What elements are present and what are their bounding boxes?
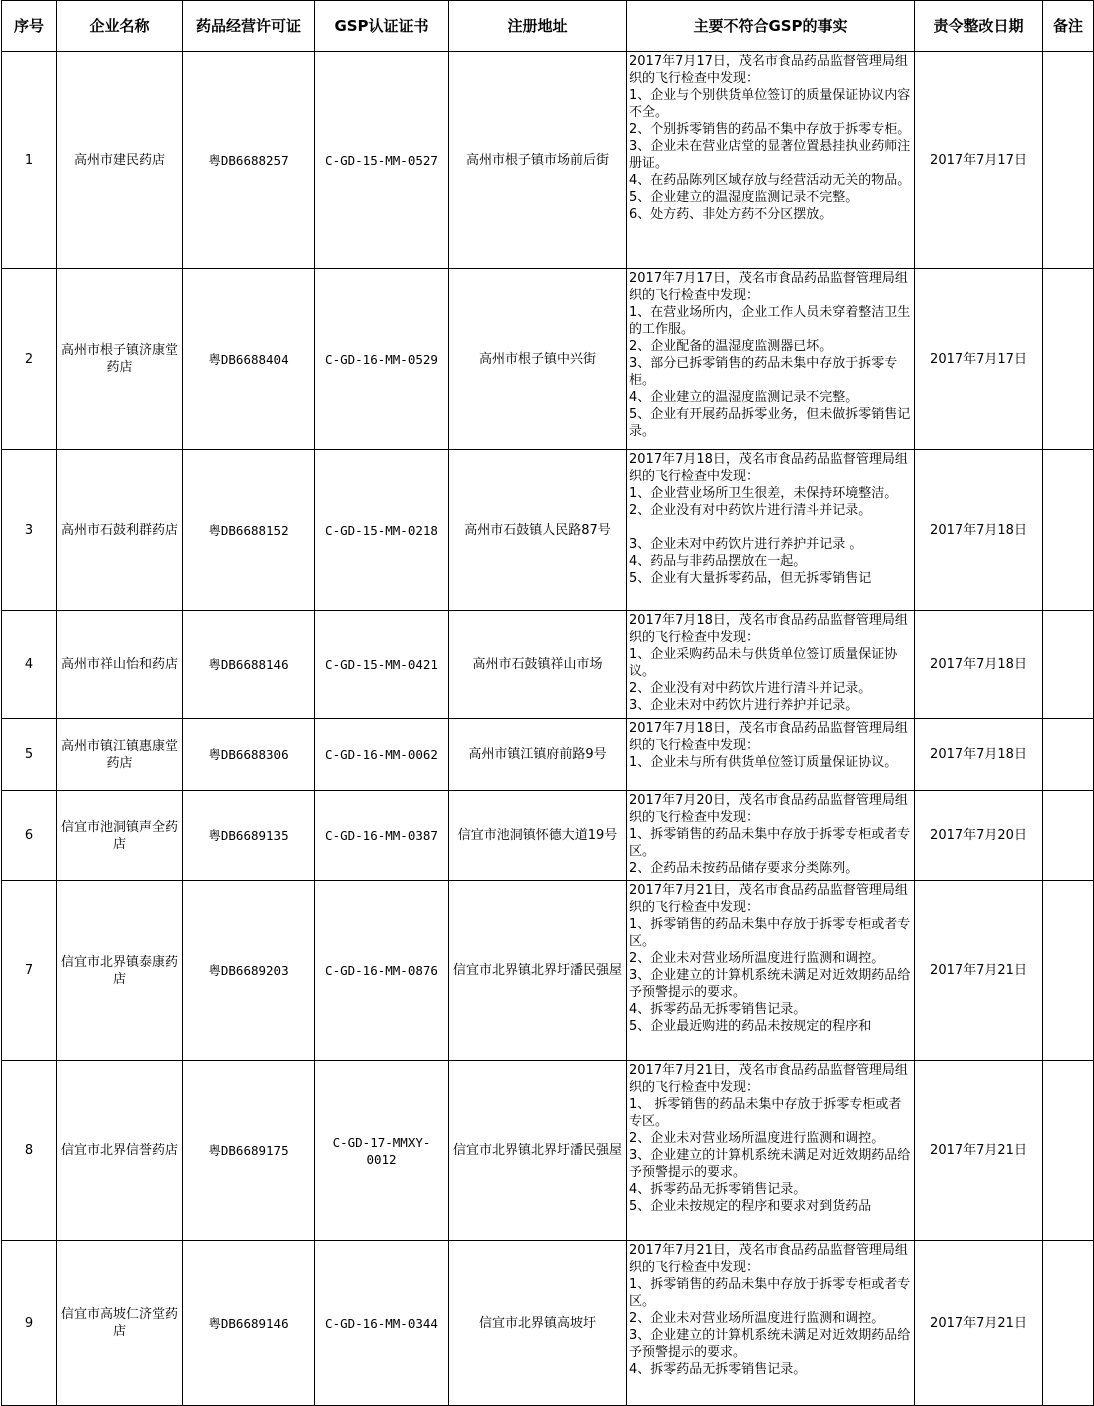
fact-line: 2、企业未对营业场所温度进行监测和调控。 [629,951,885,966]
fact-line: 2、个别拆零销售的药品不集中存放于拆零专柜。 [629,122,911,137]
fact-line: 1、拆零销售的药品未集中存放于拆零专柜或者专区。 [629,827,911,859]
company-name-cell: 高州市石鼓利群药店 [57,450,183,611]
table-body [2,52,1094,1406]
remark-cell [1043,52,1094,269]
facts-cell [627,1061,915,1241]
header-cell: 责令整改日期 [915,1,1043,52]
fact-line: 6、处方药、非处方药不分区摆放。 [629,207,833,222]
fact-line: 3、企业建立的计算机系统未满足对近效期药品给予预警提示的要求。 [629,1328,911,1360]
fact-line: 2017年7月21日，茂名市食品药品监督管理局组织的飞行检查中发现： [629,1063,908,1095]
facts-cell [627,719,915,791]
fact-line: 1、企业与个别供货单位签订的质量保证协议内容不全。 [629,88,911,120]
address-cell: 高州市镇江镇府前路9号 [449,719,627,791]
fact-line: 2、企业没有对中药饮片进行清斗并记录。 [629,681,872,696]
address-cell: 信宜市北界镇北界圩潘民强屋 [449,881,627,1061]
table-row [2,1241,1094,1406]
fact-line: 2017年7月18日，茂名市食品药品监督管理局组织的飞行检查中发现： [629,452,908,484]
address-cell: 高州市根子镇市场前后街 [449,52,627,269]
address-cell: 信宜市北界镇北界圩潘民强屋 [449,1061,627,1241]
address-cell: 高州市根子镇中兴街 [449,269,627,450]
gsp-cert-cell: C-GD-15-MM-0218 [315,450,449,611]
gsp-violation-table [1,0,1094,1406]
header-cell: 注册地址 [449,1,627,52]
fact-line: 3、企业未在营业店堂的显著位置悬挂执业药师注册证。 [629,139,911,171]
row-number-cell: 3 [2,450,57,611]
gsp-cert-cell: C-GD-17-MMXY-0012 [315,1061,449,1241]
license-cell: 粤DB6688404 [183,269,315,450]
fact-line: 4、在药品陈列区域存放与经营活动无关的物品。 [629,173,911,188]
facts-cell [627,1241,915,1406]
table-row [2,881,1094,1061]
remark-cell [1043,611,1094,719]
fact-line: 1、企业未与所有供货单位签订质量保证协议。 [629,755,898,770]
row-number-cell: 9 [2,1241,57,1406]
header-cell: 序号 [2,1,57,52]
fact-line: 3、企业未对中药饮片进行养护并记录 。 [629,537,863,552]
fact-line: 1、企业采购药品未与供货单位签订质量保证协议。 [629,647,898,679]
fact-line: 3、企业建立的计算机系统未满足对近效期药品给予预警提示的要求。 [629,968,911,1000]
fact-line: 5、企业最近购进的药品未按规定的程序和 [629,1019,872,1034]
fact-line: 1、拆零销售的药品未集中存放于拆零专柜或者专区。 [629,917,911,949]
row-number-cell: 6 [2,791,57,881]
fact-line: 1、 拆零销售的药品未集中存放于拆零专柜或者专区。 [629,1097,902,1129]
date-cell: 2017年7月17日 [915,269,1043,450]
row-number-cell: 7 [2,881,57,1061]
address-cell: 信宜市北界镇高坡圩 [449,1241,627,1406]
fact-line: 4、拆零药品无拆零销售记录。 [629,1002,807,1017]
license-cell: 粤DB6688146 [183,611,315,719]
license-cell: 粤DB6688152 [183,450,315,611]
fact-line: 4、企业建立的温湿度监测记录不完整。 [629,390,859,405]
row-number-cell: 5 [2,719,57,791]
table-row [2,450,1094,611]
remark-cell [1043,881,1094,1061]
company-name-cell: 信宜市北界信誉药店 [57,1061,183,1241]
fact-line: 2、企业未对营业场所温度进行监测和调控。 [629,1131,885,1146]
address-cell: 高州市石鼓镇祥山市场 [449,611,627,719]
table-row [2,611,1094,719]
facts-cell [627,450,915,611]
gsp-cert-cell: C-GD-15-MM-0527 [315,52,449,269]
gsp-cert-cell: C-GD-16-MM-0387 [315,791,449,881]
remark-cell [1043,1061,1094,1241]
table-row [2,719,1094,791]
company-name-cell: 高州市根子镇济康堂药店 [57,269,183,450]
remark-cell [1043,450,1094,611]
company-name-cell: 信宜市北界镇泰康药店 [57,881,183,1061]
table-row [2,52,1094,269]
license-cell: 粤DB6689135 [183,791,315,881]
gsp-cert-cell: C-GD-16-MM-0062 [315,719,449,791]
header-cell: GSP认证证书 [315,1,449,52]
facts-cell [627,791,915,881]
fact-line: 1、企业营业场所卫生很差，未保持环境整洁。 [629,486,898,501]
fact-line: 4、拆零药品无拆零销售记录。 [629,1182,807,1197]
remark-cell [1043,1241,1094,1406]
remark-cell [1043,791,1094,881]
gsp-cert-cell: C-GD-16-MM-0529 [315,269,449,450]
date-cell: 2017年7月18日 [915,450,1043,611]
company-name-cell: 信宜市高坡仁济堂药店 [57,1241,183,1406]
fact-line: 2、企业未对营业场所温度进行监测和调控。 [629,1311,885,1326]
fact-line: 2017年7月21日，茂名市食品药品监督管理局组织的飞行检查中发现： [629,1243,908,1275]
fact-line: 5、企业有大量拆零药品，但无拆零销售记 [629,571,872,586]
fact-line: 1、拆零销售的药品未集中存放于拆零专柜或者专区。 [629,1277,911,1309]
date-cell: 2017年7月21日 [915,1241,1043,1406]
fact-line: 2、企药品未按药品储存要求分类陈列。 [629,861,859,876]
facts-cell [627,52,915,269]
fact-line: 2017年7月18日，茂名市食品药品监督管理局组织的飞行检查中发现： [629,721,908,753]
date-cell: 2017年7月21日 [915,1061,1043,1241]
fact-line: 5、企业建立的温湿度监测记录不完整。 [629,190,859,205]
row-number-cell: 4 [2,611,57,719]
fact-line: 4、药品与非药品摆放在一起。 [629,554,807,569]
company-name-cell: 高州市祥山怡和药店 [57,611,183,719]
fact-line: 4、拆零药品无拆零销售记录。 [629,1362,807,1377]
fact-line: 2、企业没有对中药饮片进行清斗并记录。 [629,503,872,518]
date-cell: 2017年7月20日 [915,791,1043,881]
address-cell: 高州市石鼓镇人民路87号 [449,450,627,611]
fact-line: 2017年7月21日，茂名市食品药品监督管理局组织的飞行检查中发现： [629,883,908,915]
facts-cell [627,611,915,719]
fact-line: 5、企业未按规定的程序和要求对到货药品 [629,1199,872,1214]
license-cell: 粤DB6689203 [183,881,315,1061]
table-header-row [2,1,1094,52]
header-cell: 主要不符合GSP的事实 [627,1,915,52]
fact-line: 2017年7月17日，茂名市食品药品监督管理局组织的飞行检查中发现： [629,271,908,303]
date-cell: 2017年7月18日 [915,719,1043,791]
remark-cell [1043,269,1094,450]
license-cell: 粤DB6689146 [183,1241,315,1406]
date-cell: 2017年7月21日 [915,881,1043,1061]
company-name-cell: 高州市建民药店 [57,52,183,269]
fact-line: 1、在营业场所内，企业工作人员未穿着整洁卫生的工作服。 [629,305,911,337]
gsp-cert-cell: C-GD-16-MM-0876 [315,881,449,1061]
fact-line: 3、部分已拆零销售的药品未集中存放于拆零专柜。 [629,356,898,388]
license-cell: 粤DB6689175 [183,1061,315,1241]
fact-line [629,519,912,536]
fact-line: 5、企业有开展药品拆零业务，但未做拆零销售记录。 [629,407,911,439]
row-number-cell: 1 [2,52,57,269]
date-cell: 2017年7月18日 [915,611,1043,719]
company-name-cell: 高州市镇江镇惠康堂药店 [57,719,183,791]
table-row [2,269,1094,450]
address-cell: 信宜市池洞镇怀德大道19号 [449,791,627,881]
fact-line: 2017年7月18日，茂名市食品药品监督管理局组织的飞行检查中发现： [629,613,908,645]
facts-cell [627,269,915,450]
fact-line: 2017年7月17日，茂名市食品药品监督管理局组织的飞行检查中发现： [629,54,908,86]
license-cell: 粤DB6688306 [183,719,315,791]
fact-line: 3、企业未对中药饮片进行养护并记录。 [629,698,859,713]
table-row [2,1061,1094,1241]
header-cell: 药品经营许可证 [183,1,315,52]
fact-line: 2、企业配备的温湿度监测器已坏。 [629,339,833,354]
fact-line: 3、企业建立的计算机系统未满足对近效期药品给予预警提示的要求。 [629,1148,911,1180]
gsp-cert-cell: C-GD-15-MM-0421 [315,611,449,719]
date-cell: 2017年7月17日 [915,52,1043,269]
company-name-cell: 信宜市池洞镇声全药店 [57,791,183,881]
license-cell: 粤DB6688257 [183,52,315,269]
row-number-cell: 8 [2,1061,57,1241]
facts-cell [627,881,915,1061]
header-cell: 备注 [1043,1,1094,52]
fact-line: 2017年7月20日，茂名市食品药品监督管理局组织的飞行检查中发现： [629,793,908,825]
remark-cell [1043,719,1094,791]
table-row [2,791,1094,881]
row-number-cell: 2 [2,269,57,450]
gsp-cert-cell: C-GD-16-MM-0344 [315,1241,449,1406]
header-cell: 企业名称 [57,1,183,52]
